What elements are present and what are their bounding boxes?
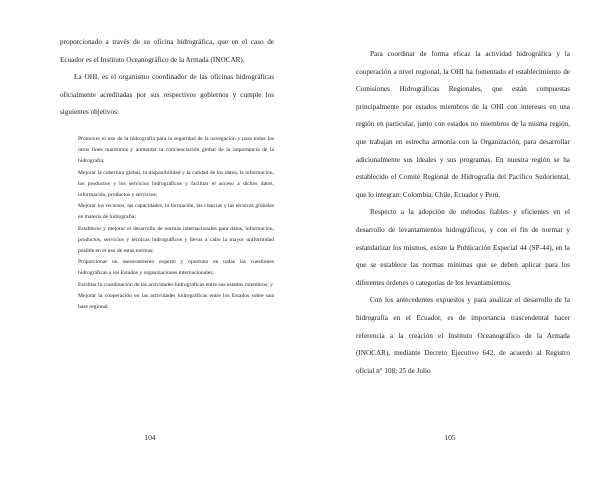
objective-item: Mejorar la cooperación en las actividades hidrográficas entre los Estados sobre una base regional. bbox=[78, 292, 274, 311]
objective-item: Mejorar los recursos, las capacidades, la formación, las ciencias y las técnicas globales en materia de hidrografía; bbox=[78, 203, 274, 221]
objective-item: Promover el uso de la hidrografía para la seguridad de la navegación y para todos los otros fines marítimos y aumentar la concienciación global de la importancia de la hidrografía; bbox=[78, 135, 274, 165]
objective-item: Mejorar la cobertura global, la disponibilidad y la calidad de los datos, la información, los productos y los servicios hidrográficos y facilitar el acceso a dichos datos, información, productos y servicios; bbox=[78, 169, 274, 198]
sp44-paragraph: Respecto a la adopción de métodos fiables y eficientes en el desarrollo de levantamientos hidrográficos, y con el fin de normar y estandarizar los mismos, existe la Publicación Especial 44 (SP-44), en la que se establece las normas mínimas que se deben aplicar para los diferentes órdenes o categorías de los levantamientos. bbox=[356, 208, 570, 287]
right-text-column bbox=[356, 46, 570, 380]
left-text-column bbox=[60, 34, 274, 313]
inocar-paragraph: Con los antecedentes expuestos y para analizar el desarrollo de la hidrografía en el Ecuador, es de importancia trascendental hacer referencia a la creación el Instituto Oceanográfico de la Armada (INOCAR), mediante Decreto Ejecutivo 642, de acuerdo al Registro oficial n° 108; 25 de Julio bbox=[356, 296, 570, 375]
ohi-paragraph: La OHI, es el organismo coordinador de las oficinas hidrográficas oficialmente acreditadas por sus respectivos gobiernos y cumple los siguientes objetivos: bbox=[60, 73, 274, 117]
right-page bbox=[300, 0, 600, 479]
objective-item: Facilitar la coordinación de las actividades hidrográficas entre sus estados miembros; y bbox=[78, 281, 273, 288]
page-number-left: 104 bbox=[144, 433, 156, 442]
objective-item: Establecer y mejorar el desarrollo de normas internacionales para datos, información, productos, servicios y técnicas hidrográficos y llevar a cabo la mayor uniformidad posible en el uso de estas normas; bbox=[78, 225, 274, 254]
objective-item: Proporcionar un asesoramiento experto y oportuno en todas las cuestiones hidrográficas a los Estados y organizaciones internacionales; bbox=[78, 259, 274, 277]
objectives-list bbox=[78, 134, 274, 313]
regional-commissions-paragraph: Para coordinar de forma eficaz la actividad hidrográfica y la cooperación a nivel regional, la OHI ha fomentado el establecimiento de Comisiones Hidrográficas Regionales, que están compuestas principalmente por estados miembros de la OHI con intereses en una región en particular, junto con estados no miembros de la misma región, que trabajan en estrecha armonía con la Organización, para desarrollar adicionalmente sus ideales y sus programas. En nuestra región se ha establecido el Comité Regional de Hidrografía del Pacífico Sudoriental, que lo integran: Colombia, Chile, Ecuador y Perú. bbox=[356, 50, 570, 199]
continued-paragraph: proporcionado a través de su oficina hidrográfica, que en el caso de Ecuador es el Instituto Oceanográfico de la Armada (INOCAR). bbox=[60, 38, 274, 64]
page-number-right: 105 bbox=[444, 433, 456, 442]
